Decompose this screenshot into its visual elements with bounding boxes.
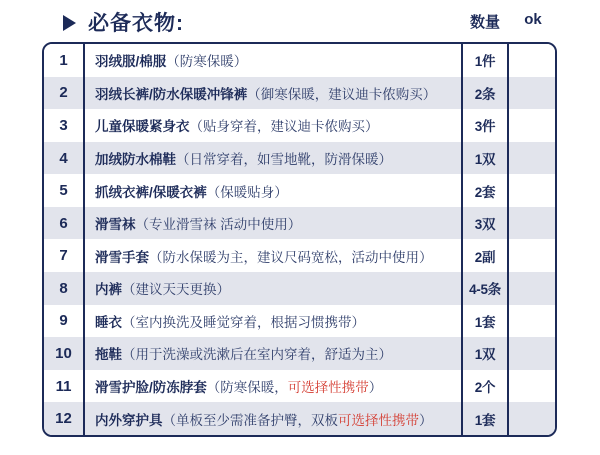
item-cell (85, 44, 463, 77)
item-name: 滑雪袜 (95, 217, 136, 233)
row-number: 9 (44, 305, 85, 338)
table-row (44, 109, 555, 142)
item-desc: （防水保暖为主，建议尺码宽松，活动中使用） (149, 249, 433, 265)
arrow-icon (63, 15, 76, 31)
table-row (44, 77, 555, 110)
item-name: 内裤 (95, 282, 122, 298)
ok-checkbox-cell[interactable] (509, 305, 555, 338)
checklist-table (42, 42, 557, 437)
quantity-cell: 1双 (463, 142, 509, 175)
row-number: 6 (44, 207, 85, 240)
quantity-cell: 1套 (463, 305, 509, 338)
row-number: 7 (44, 239, 85, 272)
item-desc: （室内换洗及睡觉穿着，根据习惯携带） (122, 314, 365, 330)
item-desc: （用于洗澡或洗漱后在室内穿着，舒适为主） (122, 347, 392, 363)
quantity-cell: 2副 (463, 239, 509, 272)
page-title: 必备衣物: (88, 12, 184, 35)
item-name: 羽绒长裤/防水保暖冲锋裤 (95, 86, 248, 102)
item-cell (85, 370, 463, 403)
item-name: 拖鞋 (95, 347, 122, 363)
item-cell (85, 337, 463, 370)
item-desc: （日常穿着，如雪地靴，防滑保暖） (176, 152, 392, 168)
item-name: 羽绒服/棉服 (95, 54, 167, 70)
quantity-cell: 1双 (463, 337, 509, 370)
item-cell (85, 142, 463, 175)
item-desc: （防寒保暖， (206, 380, 288, 396)
item-desc: （建议天天更换） (122, 282, 230, 298)
item-cell (85, 305, 463, 338)
ok-checkbox-cell[interactable] (509, 370, 555, 403)
ok-checkbox-cell[interactable] (509, 239, 555, 272)
ok-checkbox-cell[interactable] (509, 272, 555, 305)
item-cell (85, 109, 463, 142)
table-row (44, 174, 555, 207)
row-number: 2 (44, 77, 85, 110)
quantity-cell: 2套 (463, 174, 509, 207)
item-name: 睡衣 (95, 314, 122, 330)
ok-checkbox-cell[interactable] (509, 337, 555, 370)
item-desc-close: ） (368, 380, 383, 396)
item-desc: （贴身穿着，建议迪卡侬购买） (189, 119, 379, 135)
item-desc-close: ） (419, 412, 433, 428)
ok-column-header: ok (524, 11, 542, 28)
quantity-cell: 1套 (463, 402, 509, 435)
quantity-cell: 2个 (463, 370, 509, 403)
row-number: 5 (44, 174, 85, 207)
ok-checkbox-cell[interactable] (509, 44, 555, 77)
quantity-column-header: 数量 (469, 14, 500, 31)
item-name: 内外穿护具 (95, 412, 163, 428)
item-name: 加绒防水棉鞋 (95, 152, 176, 168)
quantity-cell: 3件 (463, 109, 509, 142)
table-row (44, 207, 555, 240)
item-desc-optional: 可选择性携带 (287, 380, 369, 396)
row-number: 11 (44, 370, 85, 403)
row-number: 8 (44, 272, 85, 305)
table-row (44, 370, 555, 403)
table-row (44, 305, 555, 338)
row-number: 3 (44, 109, 85, 142)
ok-checkbox-cell[interactable] (509, 109, 555, 142)
table-row (44, 402, 555, 435)
item-cell (85, 207, 463, 240)
item-cell (85, 402, 463, 435)
ok-checkbox-cell[interactable] (509, 402, 555, 435)
item-cell (85, 174, 463, 207)
table-row (44, 44, 555, 77)
item-desc-optional: 可选择性携带 (338, 412, 419, 428)
item-name: 抓绒衣裤/保暖衣裤 (95, 184, 207, 200)
item-desc: （御寒保暖，建议迪卡侬购买） (247, 86, 437, 102)
item-name: 滑雪手套 (95, 249, 149, 265)
table-row (44, 272, 555, 305)
ok-checkbox-cell[interactable] (509, 174, 555, 207)
item-cell (85, 239, 463, 272)
item-desc: （单板至少需准备护臀，双板 (162, 412, 338, 428)
row-number: 1 (44, 44, 85, 77)
item-name: 滑雪护脸/防冻脖套 (95, 380, 207, 396)
ok-checkbox-cell[interactable] (509, 142, 555, 175)
item-cell (85, 272, 463, 305)
quantity-cell: 4-5条 (463, 272, 509, 305)
row-number: 4 (44, 142, 85, 175)
row-number: 12 (44, 402, 85, 435)
quantity-cell: 2条 (463, 77, 509, 110)
item-cell (85, 77, 463, 110)
ok-checkbox-cell[interactable] (509, 207, 555, 240)
table-row (44, 337, 555, 370)
item-desc: （保暖贴身） (206, 184, 288, 200)
item-desc: （防寒保暖） (166, 54, 248, 70)
item-name: 儿童保暖紧身衣 (95, 119, 190, 135)
quantity-cell: 1件 (463, 44, 509, 77)
ok-checkbox-cell[interactable] (509, 77, 555, 110)
table-row (44, 239, 555, 272)
quantity-cell: 3双 (463, 207, 509, 240)
table-row (44, 142, 555, 175)
row-number: 10 (44, 337, 85, 370)
item-desc: （专业滑雪袜 活动中使用） (135, 217, 302, 233)
